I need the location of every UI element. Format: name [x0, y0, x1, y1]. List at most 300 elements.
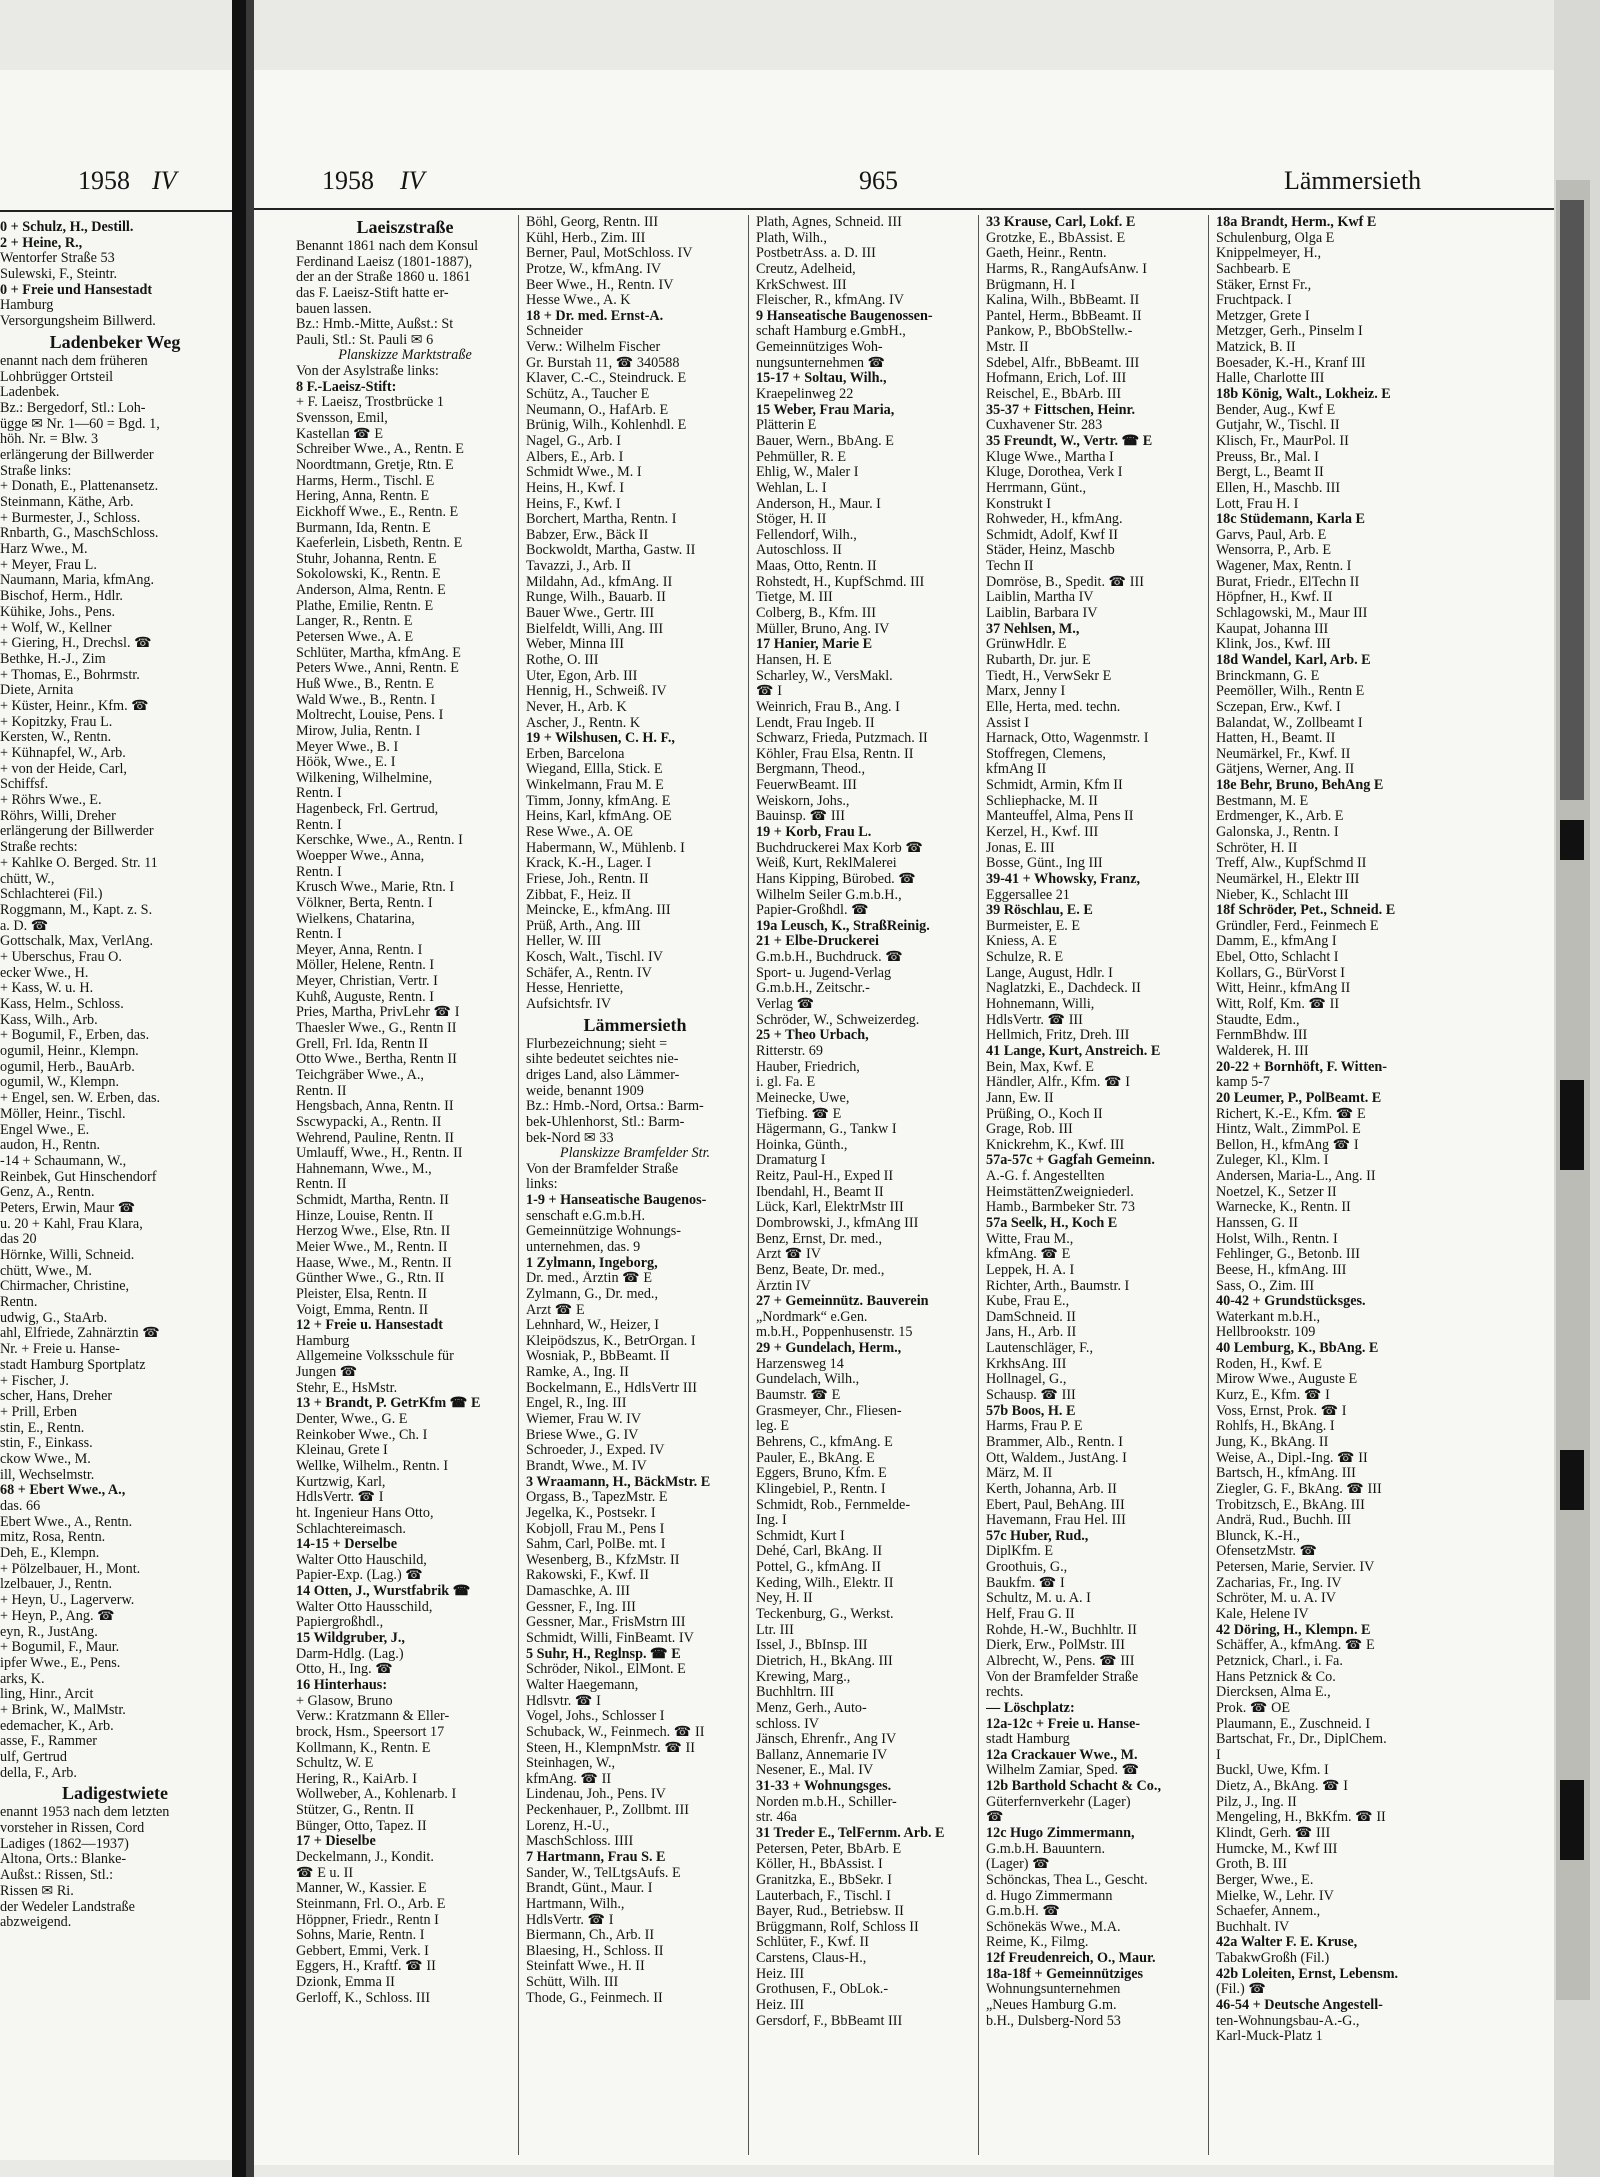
directory-line: ügge ✉ Nr. 1—60 = Bgd. 1, [0, 416, 160, 432]
directory-line: Bartschat, Fr., Dr., DiplChem. [1216, 1732, 1387, 1748]
directory-line: Stöger, H. II [756, 512, 827, 528]
directory-line: erlängerung der Billwerder [0, 824, 154, 840]
directory-line: Schäfer, A., Rentn. IV [526, 965, 652, 981]
directory-line: Naglatzki, E., Dachdeck. II [986, 981, 1141, 997]
directory-line: Höppner, Friedr., Rentn I [296, 1912, 439, 1928]
directory-line: 14-15 + Derselbe [296, 1537, 398, 1553]
directory-line: 20-22 + Bornhöft, F. Witten- [1216, 1059, 1387, 1075]
directory-line: (Lager) ☎ [986, 1857, 1050, 1873]
directory-line: 9 Hanseatische Baugenossen- [756, 308, 933, 324]
directory-line: Huß Wwe., B., Rentn. E [296, 676, 435, 692]
directory-line: Güterfernverkehr (Lager) [986, 1794, 1131, 1810]
directory-line: Gemeinnützige Wohnungs- [526, 1224, 682, 1240]
directory-line: Ballanz, Annemarie IV [756, 1747, 888, 1763]
directory-line: 15 Wildgruber, J., [296, 1631, 405, 1647]
directory-line: 15 Weber, Frau Maria, [756, 402, 895, 418]
directory-line: Schröter, M. u. A. IV [1216, 1591, 1337, 1607]
directory-line: FernmBhdw. III [1216, 1028, 1308, 1044]
directory-line: Heins, F., Kwf. I [526, 496, 621, 512]
directory-line: 12 + Freie u. Hansestadt [296, 1318, 443, 1334]
directory-line: Maas, Otto, Rentn. II [756, 559, 877, 575]
directory-line: Schultz, W. E [296, 1756, 374, 1772]
directory-line: Richert, K.-E., Kfm. ☎ E [1216, 1106, 1366, 1122]
column-rule [978, 215, 979, 2155]
directory-line: Neumärkel, Fr., Kwf. II [1216, 746, 1351, 762]
directory-line: Sport- u. Jugend-Verlag [756, 965, 892, 981]
directory-line: Arzt ☎ E [526, 1302, 585, 1318]
directory-line: Deh, E., Klempn. [0, 1546, 100, 1562]
directory-line: Kleinau, Grete I [296, 1443, 388, 1459]
directory-line: Meyer, Anna, Rentn. I [296, 942, 423, 958]
directory-line: Rentn. II [296, 1083, 347, 1099]
directory-line: Köller, H., BbAssist. I [756, 1857, 883, 1873]
directory-line: Händler, Alfr., Kfm. ☎ I [986, 1075, 1130, 1091]
directory-line: Hauber, Friedrich, [756, 1059, 860, 1075]
directory-line: Rohlfs, H., BkAng. I [1216, 1419, 1335, 1435]
directory-line: 46-54 + Deutsche Angestell- [1216, 1998, 1383, 2014]
directory-line: Plath, Agnes, Schneid. III [756, 215, 902, 230]
directory-line: 21 + Elbe-Druckerei [756, 934, 879, 950]
directory-line: Rentn. I [296, 927, 342, 943]
directory-line: Böhl, Georg, Rentn. III [526, 215, 659, 230]
directory-line: Krewing, Marg., [756, 1669, 851, 1685]
directory-line: Brammer, Alb., Rentn. I [986, 1434, 1123, 1450]
directory-line: Schmidt, Armin, Kfm II [986, 778, 1123, 794]
directory-line: 18b König, Walt., Lokheiz. E [1216, 387, 1391, 403]
directory-line: Bosse, Günt., Ing III [986, 856, 1103, 872]
directory-line: Kerzel, H., Kwf. III [986, 824, 1099, 840]
directory-line: + Küster, Heinr., Kfm. ☎ [0, 698, 149, 714]
directory-line: 17 + Dieselbe [296, 1834, 376, 1850]
page-header [254, 166, 1554, 202]
directory-line: Wilhelm Seiler G.m.b.H., [756, 887, 902, 903]
directory-line: Gundelach, Wilh., [756, 1372, 860, 1388]
directory-line: 57a-57c + Gagfah Gemeinn. [986, 1153, 1155, 1169]
directory-line: Elle, Herta, med. techn. [986, 699, 1121, 715]
directory-line: Fellendorf, Wilh., [756, 527, 857, 543]
directory-line: 3 Wraamann, H., BäckMstr. E [526, 1474, 711, 1490]
directory-line: Weiskorn, Johs., [756, 793, 850, 809]
directory-line: Havemann, Frau Hel. III [986, 1513, 1126, 1529]
directory-line: DiplKfm. E [986, 1544, 1053, 1560]
directory-line: Hintz, Walt., ZimmPol. E [1216, 1122, 1361, 1138]
running-title: Lämmersieth [1284, 166, 1422, 195]
directory-line: Andersen, Maria-L., Ang. II [1216, 1169, 1376, 1185]
directory-line: Babzer, Erw., Bäck II [526, 527, 649, 543]
directory-line: TabakwGroßh (Fil.) [1216, 1951, 1330, 1967]
directory-line: 19 + Korb, Frau L. [756, 824, 872, 840]
directory-line: + von der Heide, Carl, [0, 761, 127, 777]
directory-line: Stoffregen, Clemens, [986, 746, 1106, 762]
directory-line: Weber, Minna III [526, 637, 624, 653]
directory-line: Andrä, Rud., Buchh. III [1216, 1513, 1352, 1529]
directory-line: Mstr. II [986, 340, 1029, 356]
directory-line: ulf, Gertrud [0, 1750, 67, 1765]
directory-line: Arzt ☎ IV [756, 1247, 821, 1263]
directory-line: Lauterbach, F., Tischl. I [756, 1888, 891, 1904]
directory-line: Waterkant m.b.H., [1216, 1309, 1321, 1325]
directory-line: Von der Bramfelder Straße [986, 1669, 1139, 1685]
directory-line: Brüggmann, Rolf, Schloss II [756, 1919, 919, 1935]
directory-line: Schaefer, Annem., [1216, 1904, 1321, 1920]
directory-line: + Kopitzky, Frau L. [0, 714, 113, 730]
directory-line: Brandt, Günt., Maur. I [526, 1881, 653, 1897]
directory-line: Svensson, Emil, [296, 411, 388, 427]
directory-line: Scharley, W., VersMakl. [756, 668, 893, 684]
directory-line: Anderson, H., Maur. I [756, 496, 881, 512]
directory-line: DamSchneid. II [986, 1309, 1076, 1325]
directory-line: Sohns, Marie, Rentn. I [296, 1928, 425, 1944]
directory-line: Sczepan, Erw., Kwf. I [1216, 699, 1341, 715]
directory-line: Kurz, E., Kfm. ☎ I [1216, 1388, 1330, 1404]
directory-line: Prok. ☎ OE [1216, 1700, 1291, 1716]
directory-line: Techn II [986, 559, 1034, 575]
directory-line: Witte, Frau M., [986, 1231, 1074, 1247]
directory-line: Petersen, Marie, Servier. IV [1216, 1560, 1375, 1576]
directory-line: Flurbezeichnung; sieht = [526, 1036, 668, 1052]
directory-line: stadt Hamburg [986, 1732, 1070, 1748]
directory-line: Ing. I [756, 1513, 787, 1529]
page-year: 1958 [322, 166, 374, 195]
directory-line: Timm, Jonny, kfmAng. E [526, 793, 671, 809]
directory-line: März, M. II [986, 1466, 1053, 1482]
directory-line: HdlsVertr. ☎ III [986, 1012, 1083, 1028]
left-page-volume: IV [152, 166, 177, 195]
directory-line: Noordtmann, Gretje, Rtn. E [296, 457, 454, 473]
directory-line: kfmAng. ☎ E [986, 1247, 1071, 1263]
directory-line: Holst, Wilh., Rentn. I [1216, 1231, 1338, 1247]
directory-line: Biermann, Ch., Arb. II [526, 1928, 655, 1944]
directory-line: Schulenburg, Olga E [1216, 230, 1335, 246]
directory-line: stadt Hamburg Sportplatz [0, 1357, 146, 1373]
directory-line: Hahnemann, Wwe., M., [296, 1161, 432, 1177]
directory-line: lzelbauer, J., Rentn. [0, 1577, 113, 1593]
directory-line: Beese, H., kfmAng. III [1216, 1262, 1347, 1278]
directory-line: Hans Petznick & Co. [1216, 1669, 1336, 1685]
directory-line: Schröder, W., Schweizerdeg. [756, 1012, 920, 1028]
directory-line: Hollnagel, G., [986, 1372, 1067, 1388]
directory-line: Hatten, H., Beamt. II [1216, 731, 1336, 747]
directory-line: senschaft e.G.m.b.H. [526, 1208, 645, 1224]
directory-line: Nr. + Freie u. Hanse- [0, 1342, 120, 1358]
directory-line: Hdlsvtr. ☎ I [526, 1693, 601, 1709]
directory-line: Wiemer, Frau W. IV [526, 1412, 642, 1428]
directory-line: Von der Asylstraße links: [296, 364, 439, 380]
directory-line: Plath, Wilh., [756, 230, 827, 246]
directory-line: + Wolf, W., Kellner [0, 620, 112, 636]
directory-line: Wehlan, L. I [756, 480, 827, 496]
directory-line: Meyer, Christian, Vertr. I [296, 974, 438, 990]
directory-line: Deckelmann, J., Kondit. [296, 1849, 434, 1865]
directory-line: Prüßing, O., Koch II [986, 1106, 1103, 1122]
directory-line: KrkhsAng. III [986, 1356, 1067, 1372]
street-heading: Laeiszstraße [356, 217, 454, 237]
directory-line: Röhrs, Willi, Dreher [0, 808, 116, 824]
directory-line: 15-17 + Soltau, Wilh., [756, 371, 887, 387]
directory-line: Eggers, H., Kraftf. ☎ II [296, 1959, 436, 1975]
directory-line: Neumärkel, H., Elektr III [1216, 871, 1360, 887]
directory-line: Pilz, J., Ing. II [1216, 1794, 1297, 1810]
directory-line: Ärztin IV [756, 1278, 811, 1294]
directory-line: Kollars, G., BürVorst I [1216, 965, 1345, 981]
directory-line: Wellke, Wilhelm., Rentn. I [296, 1458, 449, 1474]
directory-line: Meinecke, Uwe, [756, 1090, 850, 1106]
directory-line: Verlag ☎ [756, 997, 815, 1013]
directory-line: Fehlinger, G., Betonb. III [1216, 1247, 1361, 1263]
directory-line: Straße rechts: [0, 840, 78, 856]
directory-line: brock, Hsm., Speersort 17 [296, 1724, 445, 1740]
directory-line: 0 + Freie und Hansestadt [0, 282, 153, 298]
directory-line: Manner, W., Kassier. E [296, 1881, 427, 1897]
directory-line: Protze, W., kfmAng. IV [526, 261, 662, 277]
directory-line: Jung, K., BkAng. II [1216, 1434, 1329, 1450]
directory-line: Wielkens, Chatarina, [296, 911, 415, 927]
directory-line: u. 20 + Kahl, Frau Klara, [0, 1216, 143, 1232]
directory-line: Humcke, M., Kwf III [1216, 1841, 1338, 1857]
directory-line: Haase, Wwe., M., Rentn. II [296, 1255, 452, 1271]
directory-line: 19 + Wilshusen, C. H. F., [526, 731, 675, 747]
directory-line: Schröter, H. II [1216, 840, 1298, 856]
directory-line: „Nordmark“ e.Gen. [756, 1309, 868, 1325]
directory-line: Vogel, Johs., Schlosser I [526, 1709, 665, 1725]
directory-line: Benz, Ernst, Dr. med., [756, 1231, 883, 1247]
directory-line: Dramaturg I [756, 1153, 826, 1169]
directory-line: Walter Otto Hausschild, [296, 1599, 433, 1615]
directory-line: — Löschplatz: [986, 1700, 1075, 1716]
directory-line: Petersen, Peter, BbArb. E [756, 1841, 902, 1857]
directory-line: Hennig, H., Schweiß. IV [526, 684, 667, 700]
directory-line: Assist I [986, 715, 1029, 731]
directory-line: weide, benannt 1909 [526, 1083, 644, 1099]
directory-line: stin, E., Rentn. [0, 1420, 85, 1436]
directory-line: scher, Hans, Dreher [0, 1389, 113, 1405]
directory-line: Darm-Hdlg. (Lag.) [296, 1646, 404, 1662]
directory-line: Kube, Frau E., [986, 1294, 1070, 1310]
left-page-column [0, 220, 230, 1931]
directory-line: Jänsch, Ehrenfr., Ang IV [756, 1732, 897, 1748]
directory-line: Brinckmann, G. E [1216, 668, 1320, 684]
directory-line: + Engel, sen. W. Erben, das. [0, 1091, 161, 1107]
directory-line: Ney, H. II [756, 1591, 813, 1607]
directory-line: Ehlig, W., Maler I [756, 465, 859, 481]
directory-line: Verw.: Wilhelm Fischer [526, 340, 661, 356]
directory-line: Reinkober Wwe., Ch. I [296, 1427, 428, 1443]
directory-line: ht. Ingenieur Hans Otto, [296, 1505, 434, 1521]
directory-line: Domröse, B., Spedit. ☎ III [986, 574, 1144, 590]
directory-line: Lautenschläger, F., [986, 1341, 1094, 1357]
directory-line: Hanssen, G. II [1216, 1216, 1298, 1231]
directory-line: Altona, Orts.: Blanke- [0, 1852, 127, 1868]
directory-line: Hörnke, Willi, Schneid. [0, 1248, 135, 1263]
directory-line: Dietrich, H., BkAng. III [756, 1653, 893, 1669]
directory-line: Groth, B. III [1216, 1857, 1287, 1873]
directory-line: 31-33 + Wohnungsges. [756, 1779, 892, 1795]
directory-line: Lück, Karl, ElektrMstr III [756, 1200, 904, 1216]
directory-line: Kraepelinweg 22 [756, 387, 854, 403]
directory-line: Tavazzi, J., Arb. II [526, 559, 631, 575]
directory-line: Rentn. I [296, 786, 342, 802]
directory-line: Schroeder, J., Exped. IV [526, 1443, 665, 1459]
directory-line: Steinfatt Wwe., H. II [526, 1959, 645, 1975]
directory-line: Stuhr, Johanna, Rentn. E [296, 551, 437, 567]
directory-line: höh. Nr. = Blw. 3 [0, 432, 99, 448]
directory-line: Metzger, Grete I [1216, 308, 1310, 324]
left-page-header [0, 166, 232, 206]
directory-line: Keding, Wilh., Elektr. II [756, 1575, 894, 1591]
column-rule [1208, 215, 1209, 2155]
directory-line: Hinze, Louise, Rentn. II [296, 1208, 434, 1224]
directory-line: Schmidt, Kurt I [756, 1528, 845, 1544]
directory-line: Grell, Frl. Ida, Rentn II [296, 1036, 428, 1052]
directory-line: ten-Wohnungsbau-A.-G., [1216, 2013, 1360, 2029]
directory-line: ipfer Wwe., E., Pens. [0, 1655, 121, 1671]
directory-line: Galonska, J., Rentn. I [1216, 824, 1339, 840]
directory-line: Städer, Heinz, Maschb [986, 543, 1115, 559]
directory-line: Gerloff, K., Schloss. III [296, 1990, 431, 2006]
directory-line: Kersten, W., Rentn. [0, 730, 112, 746]
directory-line: Harms, R., RangAufsAnw. I [986, 261, 1148, 277]
directory-line: Mirow, Julia, Rentn. I [296, 723, 421, 739]
directory-line: Ramke, A., Ing. II [526, 1365, 629, 1381]
directory-line: Dietz, A., BkAng. ☎ I [1216, 1779, 1348, 1795]
directory-line: Eggers, Bruno, Kfm. E [756, 1466, 887, 1482]
directory-line: 29 + Gundelach, Herm., [756, 1341, 902, 1357]
directory-line: der Wedeler Landstraße [0, 1899, 135, 1915]
directory-line: Hellmich, Fritz, Dreh. III [986, 1028, 1130, 1044]
directory-line: schaft Hamburg e.GmbH., [756, 324, 906, 340]
directory-line: Sdebel, Alfr., BbBeamt. III [986, 355, 1140, 371]
directory-line: Hofmann, Erich, Lof. III [986, 371, 1127, 387]
directory-line: Ladenbek. [0, 385, 60, 401]
directory-line: Kleipödszus, K., BetrOrgan. I [526, 1333, 696, 1349]
directory-line: G.m.b.H. ☎ [986, 1904, 1061, 1920]
directory-line: Kniess, A. E [986, 934, 1057, 950]
directory-line: Lendt, Frau Ingeb. II [756, 715, 875, 731]
directory-line: Moltrecht, Louise, Pens. I [296, 708, 444, 724]
directory-line: 18a Brandt, Herm., Kwf E [1216, 215, 1377, 230]
directory-line: 42b Loleiten, Ernst, Lebensm. [1216, 1966, 1399, 1982]
directory-line: Groothuis, G., [986, 1560, 1068, 1576]
directory-line: Petznick, Charl., i. Fa. [1216, 1653, 1343, 1669]
directory-line: Noetzel, K., Setzer II [1216, 1184, 1337, 1200]
directory-line: Schulze, R. E [986, 950, 1064, 966]
directory-line: Bünger, Otto, Tapez. II [296, 1818, 427, 1834]
directory-line: Rentn. II [296, 1177, 347, 1193]
directory-line: b.H., Dulsberg-Nord 53 [986, 2013, 1121, 2029]
directory-line: leg. E [756, 1419, 790, 1435]
directory-line: Wesenberg, B., KfzMstr. II [526, 1552, 680, 1568]
directory-line: Gätjens, Werner, Ang. II [1216, 762, 1355, 778]
directory-line: Papier-Exp. (Lag.) ☎ [296, 1568, 423, 1584]
directory-line: str. 46a [756, 1810, 797, 1826]
directory-line: Fruchtpack. I [1216, 293, 1292, 309]
directory-line: Schlachtereimasch. [296, 1521, 406, 1537]
directory-line: (Fil.) ☎ [1216, 1982, 1266, 1998]
directory-line: Möller, Heinr., Tischl. [0, 1106, 126, 1122]
directory-line: Lorenz, H.-U., [526, 1818, 610, 1834]
directory-line: Mildahn, Ad., kfmAng. II [526, 574, 673, 590]
directory-line: mitz, Rosa, Rentn. [0, 1530, 106, 1546]
directory-line: bauen lassen. [296, 301, 372, 317]
directory-line: Höök, Wwe., E. I [296, 755, 396, 771]
directory-line: Höpfner, H., Kwf. II [1216, 590, 1333, 606]
directory-line: Berner, Paul, MotSchloss. IV [526, 246, 693, 262]
directory-line: Wilhelm Zamiar, Sped. ☎ [986, 1763, 1140, 1779]
directory-line: Dombrowski, J., kfmAng III [756, 1216, 919, 1231]
directory-line: Boesader, K.-H., Kranf III [1216, 355, 1366, 371]
directory-line: 42 Döring, H., Klempn. E [1216, 1622, 1371, 1638]
directory-line: Dr. med., Ärztin ☎ E [526, 1271, 653, 1287]
directory-line: Borchert, Martha, Rentn. I [526, 512, 677, 528]
directory-line: Hamburg [296, 1333, 350, 1349]
directory-line: -14 + Schaumann, W., [0, 1153, 127, 1169]
directory-line: Colberg, B., Kfm. III [756, 606, 876, 622]
directory-line: Gründler, Ferd., Feinmech E [1216, 918, 1379, 934]
directory-line: Habermann, W., Mühlenb. I [526, 840, 685, 856]
directory-line: Menz, Gerh., Auto- [756, 1700, 867, 1716]
directory-line: ogumil, W., Klempn. [0, 1075, 120, 1091]
directory-line: 5 Suhr, H., Reglnsp. ☎ E [526, 1646, 681, 1662]
page-volume: IV [400, 166, 425, 195]
directory-line: Rubarth, Dr. jur. E [986, 652, 1091, 668]
directory-line: Lott, Frau H. I [1216, 496, 1299, 512]
directory-line: Müller, Bruno, Ang. IV [756, 621, 890, 637]
directory-line: 7 Hartmann, Frau S. E [526, 1849, 666, 1865]
directory-line: eyn, R., JustAng. [0, 1624, 98, 1640]
directory-line: Lindenau, Joh., Pens. IV [526, 1787, 666, 1803]
directory-line: Diercksen, Alma E., [1216, 1685, 1331, 1701]
directory-line: Buchhalt. IV [1216, 1919, 1290, 1935]
directory-line: HdlsVertr. ☎ I [526, 1912, 614, 1928]
directory-line: Wollweber, A., Kohlenarb. I [296, 1787, 457, 1803]
directory-line: Schmidt Wwe., M. I [526, 465, 642, 481]
directory-line: Nesener, E., Mal. IV [756, 1763, 874, 1779]
directory-line: Papier-Großhdl. ☎ [756, 903, 869, 919]
directory-line: Wald Wwe., B., Rentn. I [296, 692, 436, 708]
directory-line: Zacharias, Fr., Ing. IV [1216, 1575, 1342, 1591]
directory-line: Heins, H., Kwf. I [526, 480, 625, 496]
directory-line: Pauler, E., BkAng. E [756, 1450, 875, 1466]
directory-line: Ebert Wwe., A., Rentn. [0, 1514, 133, 1530]
directory-line: Wiegand, Ellla, Stick. E [526, 762, 663, 778]
directory-line: Schlüter, F., Kwf. II [756, 1935, 869, 1951]
directory-column-1 [296, 215, 514, 2006]
directory-line: Klingebiel, P., Rentn. I [756, 1481, 886, 1497]
directory-line: sihte bedeutet seichtes nie- [526, 1052, 679, 1068]
directory-line: Hamburg [0, 298, 54, 314]
directory-line: ogumil, Herb., BauArb. [0, 1059, 135, 1075]
directory-line: HdlsVertr. ☎ I [296, 1490, 384, 1506]
directory-line: Schultz, M. u. A. I [986, 1591, 1091, 1607]
directory-line: + Röhrs Wwe., E. [0, 793, 102, 809]
directory-line: + Bogumil, F., Maur. [0, 1640, 120, 1656]
directory-line: 40-42 + Grundstücksges. [1216, 1294, 1366, 1310]
directory-line: Bartsch, H., kfmAng. III [1216, 1466, 1356, 1482]
directory-line: Norden m.b.H., Schiller- [756, 1794, 897, 1810]
directory-line: Kass, Wilh., Arb. [0, 1012, 98, 1028]
directory-line: 42a Walter F. E. Kruse, [1216, 1935, 1358, 1951]
directory-line: Gottschalk, Max, VerlAng. [0, 934, 154, 950]
directory-line: Witt, Heinr., kfmAng II [1216, 981, 1351, 997]
directory-line: Kurtzwig, Karl, [296, 1474, 386, 1490]
directory-line: Autoschloss. II [756, 543, 842, 559]
directory-line: abzweigend. [0, 1915, 72, 1931]
directory-line: Schreiber Wwe., A., Rentn. E [296, 442, 464, 458]
directory-line: Schwarz, Frieda, Putzmach. II [756, 731, 928, 747]
directory-line: ling, Hinr., Arcit [0, 1687, 94, 1703]
directory-line: Rentn. I [296, 817, 342, 833]
directory-line: Gaeth, Heinr., Rentn. [986, 246, 1107, 262]
